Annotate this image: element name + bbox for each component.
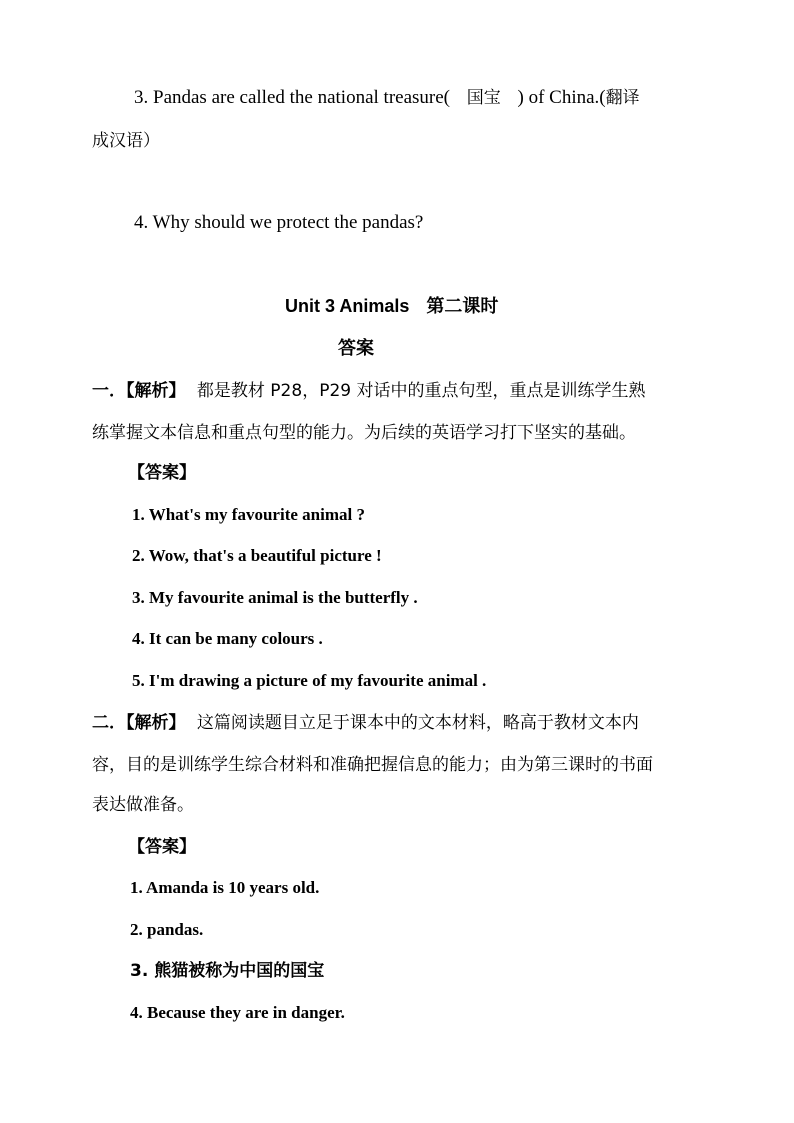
part-2-answer-label: 【答案】 [128,837,196,857]
part-1-analysis-line-2: 练掌握文本信息和重点句型的能力。为后续的英语学习打下坚实的基础。 [92,423,636,443]
part-1-answer-2: 2. Wow, that's a beautiful picture ! [132,546,382,565]
question-3-text: 3. Pandas are called the national treasure( [134,87,450,108]
part-1-answer-4: 4. It can be many colours . [132,629,323,648]
part-2-answer-1: 1. Amanda is 10 years old. [130,878,320,897]
question-3-line-1 [134,86,640,110]
question-3-text-b: ) of China.( [517,87,606,108]
question-3-chinese-word: 国宝 [466,88,501,108]
part-2-analysis-line-3: 表达做准备。 [92,795,194,815]
part-1-marker: 一．【解析】 [92,381,186,401]
part-1-analysis-line-1 [92,379,645,403]
part-2-marker: 二．【解析】 [92,713,186,733]
answers-title [285,294,498,319]
part-2-analysis-line-1 [92,711,639,735]
part-2-answer-4: 4. Because they are in danger. [130,1003,345,1022]
part-2-answer-2: 2. pandas. [130,920,204,939]
part-1-answer-1: 1. What's my favourite animal ? [132,505,365,524]
part-1-answer-3: 3. My favourite animal is the butterfly . [132,588,418,607]
part-2-answer-3: 3. 熊猫被称为中国的国宝 [130,961,325,981]
question-4: 4. Why should we protect the pandas? [134,212,424,233]
answers-heading: 答案 [338,338,374,359]
part-1-answer-5: 5. I'm drawing a picture of my favourite animal . [132,671,487,690]
unit-title: Unit 3 Animals [285,296,410,316]
part-1-answer-label: 【答案】 [128,463,196,483]
part-2-analysis-text-1: 这篇阅读题目立足于课本中的文本材料，略高于教材文本内 [196,713,639,733]
question-3-instruction: 翻译 [605,88,640,108]
part-2-analysis-line-2: 容，目的是训练学生综合材料和准确把握信息的能力；由为第三课时的书面 [92,755,653,775]
question-3-line-2: 成汉语） [92,131,160,151]
part-1-analysis-text-1: 都是教材 P28，P29 对话中的重点句型，重点是训练学生熟 [196,381,646,401]
lesson-title: 第二课时 [426,296,499,317]
